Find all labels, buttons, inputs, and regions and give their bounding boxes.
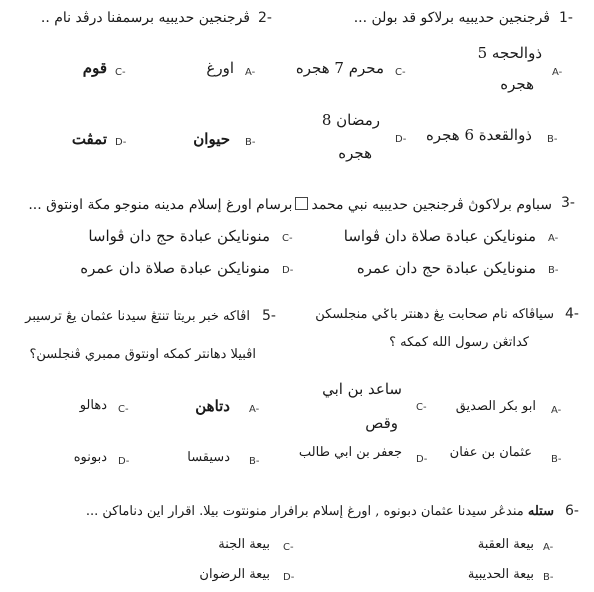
option-a: بيعة العقبة	[477, 537, 534, 552]
option-d: منونايكن عبادة صلاة دان عمره	[80, 259, 270, 277]
option-b: حيوان	[193, 130, 230, 148]
stem-rest: مندڠر سيدنا عثمان دبونوه , اورغ إسلام برافرار منونتوت بيلا. اقرار اين دناماكن ...	[85, 504, 524, 519]
option-c: دهالو	[79, 398, 107, 413]
option-a: دتاهن	[195, 397, 230, 415]
option-d-line1: رمضان 8	[321, 111, 380, 129]
question-stem-line1: سياڤاكه نام صحابت يڠ دهنتر باݢي منجلسكن	[315, 307, 554, 322]
blank-box-icon	[295, 197, 308, 210]
option-c: بيعة الجنة	[218, 537, 270, 552]
question-number: 4-	[565, 306, 579, 322]
option-label-a: A-	[245, 67, 256, 78]
option-label-b: B-	[543, 572, 554, 583]
option-d: تمڤت	[71, 130, 107, 148]
option-a: ابو بكر الصديق	[455, 399, 536, 414]
option-label-a: A-	[552, 67, 563, 78]
option-label-b: B-	[547, 134, 558, 145]
option-label-c: C-	[416, 402, 427, 413]
option-c: منونايكن عبادة حج دان ڤواسا	[88, 227, 270, 245]
stem-part-1: سباوم برلاكوڽ ڤرجنجين حديبيه نبي محمد	[311, 197, 552, 213]
option-d: جعفر بن ابي طالب	[298, 445, 402, 460]
option-a-line2: هجره	[500, 75, 534, 93]
option-label-b: B-	[245, 137, 256, 148]
option-d-line2: هجره	[338, 144, 372, 162]
option-label-a: A-	[543, 542, 554, 553]
question-number: 6-	[565, 503, 579, 519]
question-stem-line2: اڤبيلا دهانتر كمكه اونتوق ممبري ڤنجلسن؟	[29, 347, 256, 362]
option-label-d: D-	[115, 137, 127, 148]
option-label-d: D-	[282, 265, 294, 276]
question-stem: ڤرجنجين حديبيه برسمفنا درڤد نام ..	[40, 10, 250, 26]
option-label-d: D-	[118, 456, 130, 467]
option-label-b: B-	[551, 454, 562, 465]
question-number: 5-	[262, 308, 276, 324]
stem-bold-word: ستله	[527, 504, 554, 519]
question-stem: ڤرجنجين حديبيه برلاكو قد بولن ...	[353, 10, 550, 26]
option-label-a: A-	[249, 404, 260, 415]
option-b: ذوالقعدة 6 هجره	[425, 126, 532, 144]
option-a: منونايكن عبادة صلاة دان ڤواسا	[343, 227, 536, 245]
option-label-d: D-	[416, 454, 428, 465]
option-c-line2: وقص	[365, 414, 398, 432]
question-number: 3-	[561, 195, 575, 211]
option-b: عثمان بن عفان	[449, 445, 532, 460]
option-label-a: A-	[551, 405, 562, 416]
option-label-d: D-	[395, 134, 407, 145]
option-label-c: C-	[283, 542, 294, 553]
option-label-d: D-	[283, 572, 295, 583]
option-b: منونايكن عبادة حج دان عمره	[356, 259, 536, 277]
option-label-c: C-	[118, 404, 129, 415]
option-d: بيعة الرضوان	[199, 567, 270, 582]
option-label-b: B-	[249, 456, 260, 467]
stem-part-2: برسام اورغ إسلام مدينه منوجو مكة اونتوق ...	[28, 197, 293, 213]
option-a-line1: ذوالحجه 5	[477, 44, 542, 62]
option-label-b: B-	[548, 265, 559, 276]
question-stem-line1: اڤاكه خبر بريتا تنتڠ سيدنا عثمان يڠ ترسيبر	[25, 309, 250, 324]
option-label-c: C-	[282, 233, 293, 244]
option-label-c: C-	[395, 67, 406, 78]
question-number: 1-	[559, 10, 573, 26]
option-label-a: A-	[548, 233, 559, 244]
question-number: 2-	[258, 10, 272, 26]
option-c: قوم	[82, 59, 107, 77]
option-c: محرم 7 هجره	[295, 59, 384, 77]
question-stem	[28, 197, 552, 212]
option-b: بيعة الحديبية	[467, 567, 534, 582]
option-b: دسيقسا	[187, 450, 230, 465]
option-c-line1: ساعد بن ابي	[322, 380, 402, 398]
question-stem-line2: كداتڠن رسول الله كمكه ؟	[389, 335, 529, 350]
question-stem	[86, 505, 554, 518]
option-label-c: C-	[115, 67, 126, 78]
option-d: دبونوه	[73, 450, 107, 465]
option-a: اورغ	[206, 59, 234, 77]
